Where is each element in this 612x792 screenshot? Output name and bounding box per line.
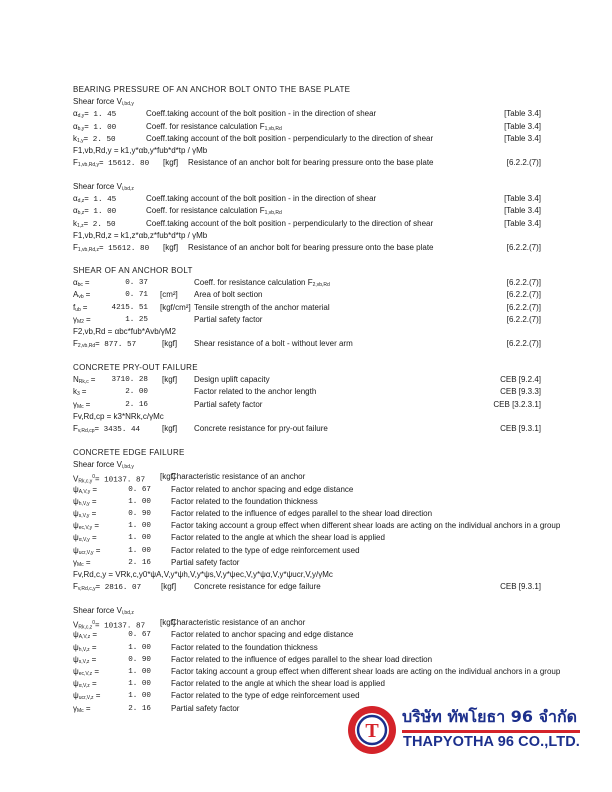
- alpha-d-z-row: $\alpha_{d,z}= 1$. 45 Coeff.taking account of the bolt position - in the direction of shear [Table 3.4]: [73, 194, 541, 205]
- edge-z-row: $\psi_{\alpha,V,z}$ = 1. 00 Factor related to the angle at which the shear load is applied: [73, 679, 385, 690]
- edge-title: CONCRETE EDGE FAILURE: [73, 448, 185, 457]
- edge-y-formula: Fv,Rd,c,y = VRk,c,y0*ψA,V,y*ψh,V,y*ψs,V,y*ψec,V,y*ψα,V,y*ψucr,V,y/γMc: [73, 569, 333, 579]
- edge-v-z-row: $V_{Rk,c,z}^0= 10137$. 87 [kgf] Characteristic resistance of an anchor: [73, 618, 306, 631]
- bearing-z-section: [73, 181, 612, 254]
- f1-y-result: $F_{1,vb,Rd,y}= 15612$. 80 [kgf] Resistance of an anchor bolt for bearing pressure onto the base plate [6.2.2.(7)]: [73, 158, 541, 169]
- edge-z-row: $\psi_{s,V,z}$ = 0. 90 Factor related to the influence of edges parallel to the shear load direction: [73, 654, 433, 665]
- f1-z-result: $F_{1,vb,Rd,z}= 15612$. 80 [kgf] Resistance of an anchor bolt for bearing pressure onto the base plate [6.2.2.(7)]: [73, 242, 541, 253]
- shear-row: $A_{vb}$ = 0. 71 [cm²] Area of bolt section [6.2.2.(7)]: [73, 290, 541, 301]
- edge-v-y-row: $V_{Rk,c,y}^0= 10137$. 87 [kgf] Characteristic resistance of an anchor: [73, 472, 306, 486]
- logo-divider: [402, 730, 580, 733]
- f1-z-formula: F1,vb,Rd,z = k1,z*αb,z*fub*d*tp / γMb: [73, 230, 208, 240]
- company-logo: [346, 703, 606, 759]
- alpha-d-y-row: $\alpha_{d,y}= 1$. 45 Coeff.taking account of the bolt position - in the direction of shear [Table 3.4]: [73, 109, 541, 120]
- alpha-b-z-row: $\alpha_{b,z}= 1$. 00 Coeff. for resistance calculation $F_{1,vb,Rd}$ [Table 3.4]: [73, 206, 541, 217]
- alpha-b-y-row: $\alpha_{b,y}= 1$. 00 Coeff. for resistance calculation $F_{1,vb,Rd}$ [Table 3.4]: [73, 121, 541, 132]
- bearing-section: [73, 84, 612, 169]
- shear-row: $f_{ub}$ = 4215. 51 [kgf/cm²] Tensile strength of the anchor material [6.2.2.(7)]: [73, 302, 541, 313]
- edge-shear-y-heading: Shear force $V_{i,bd,y}$: [73, 460, 134, 471]
- edge-z-row: $\psi_{h,V,z}$ = 1. 00 Factor related to the foundation thickness: [73, 642, 318, 653]
- company-name-english: THAPYOTHA 96 CO.,LTD.: [403, 734, 580, 750]
- shear-force-y-heading: Shear force $V_{i,bd,y}$: [73, 97, 134, 108]
- k1-z-row: $k_{1,z}= 2$. 50 Coeff.taking account of the bolt position - perpendicularly to the direction of shear [Table 3.4]: [73, 218, 541, 229]
- edge-shear-z-heading: Shear force $V_{i,bd,z}$: [73, 606, 134, 616]
- shear-row: $\gamma_{M2}$ = 1. 25 Partial safety factor [6.2.2.(7)]: [73, 314, 541, 325]
- shear-section: [73, 265, 612, 350]
- edge-y-row: $\psi_{h,V,y}$ = 1. 00 Factor related to the foundation thickness: [73, 496, 318, 507]
- edge-y-result: $F_{v,Rd,c,y}= 2816$. 07 [kgf] Concrete resistance for edge failure CEB [9.3.1]: [73, 582, 541, 593]
- edge-y-row: $\psi_{ec,V,y}$ = 1. 00 Factor taking account a group effect when different shear loads are acting on the individual anchors in a group: [73, 521, 561, 532]
- pryout-section: [73, 362, 612, 435]
- shear-title: SHEAR OF AN ANCHOR BOLT: [73, 266, 193, 275]
- edge-z-row: $\gamma_{Mc}$ = 2. 16 Partial safety factor: [73, 703, 240, 714]
- edge-z-row: $\psi_{A,V,z}$ = 0. 67 Factor related to anchor spacing and edge distance: [73, 630, 354, 641]
- f1-y-formula: F1,vb,Rd,y = k1,y*αb,y*fub*d*tp / γMb: [73, 145, 208, 155]
- pryout-result: $F_{v,Rd,cp}= 3435$. 44 [kgf] Concrete resistance for pry-out failure CEB [9.3.1]: [73, 423, 541, 434]
- shear-force-z-heading: Shear force $V_{i,bd,z}$: [73, 182, 134, 192]
- f2-result: $F_{2,vb,Rd}= 877$. 57 [kgf] Shear resistance of a bolt - without lever arm [6.2.2.(7)]: [73, 339, 541, 350]
- company-emblem-icon: [346, 703, 398, 755]
- pryout-formula: Fv,Rd,cp = k3*NRk,c/γMc: [73, 411, 164, 421]
- edge-section: [73, 447, 612, 593]
- edge-y-row: $\psi_{ucr,V,y}$ = 1. 00 Factor related to the type of edge reinforcement used: [73, 545, 360, 556]
- edge-z-row: $\psi_{ec,V,z}$ = 1. 00 Factor taking account a group effect when different shear loads are acting on the individual anchors in a group: [73, 666, 561, 677]
- k1-y-row: $k_{1,y}= 2$. 50 Coeff.taking account of the bolt position - perpendicularly to the direction of shear [Table 3.4]: [73, 133, 541, 144]
- edge-y-row: $\psi_{\alpha,V,y}$ = 1. 00 Factor related to the angle at which the shear load is applied: [73, 533, 385, 544]
- company-name-thai: บริษัท ทัพโยธา 96 จำกัด: [402, 707, 578, 726]
- pryout-row: $k_3$ = 2. 00 Factor related to the anchor length CEB [9.3.3]: [73, 387, 541, 398]
- shear-row: $\alpha_{bc}$ = 0. 37 Coeff. for resistance calculation $F_{2,vb,Rd}$ [6.2.2.(7)]: [73, 278, 541, 289]
- edge-z-row: $\psi_{ucr,V,z}$ = 1. 00 Factor related to the type of edge reinforcement used: [73, 691, 360, 702]
- edge-y-row: $\psi_{A,V,y}$ = 0. 67 Factor related to anchor spacing and edge distance: [73, 484, 354, 495]
- bearing-title: BEARING PRESSURE OF AN ANCHOR BOLT ONTO THE BASE PLATE: [73, 85, 351, 94]
- edge-y-row: $\gamma_{Mc}$ = 2. 16 Partial safety factor: [73, 557, 240, 568]
- edge-z-section: [73, 605, 612, 715]
- svg-text:T: T: [365, 720, 379, 742]
- pryout-title: CONCRETE PRY-OUT FAILURE: [73, 363, 198, 372]
- pryout-row: $\gamma_{Mc}$ = 2. 16 Partial safety factor CEB [3.2.3.1]: [73, 399, 541, 410]
- pryout-row: $N_{Rk,c}$ = 3710. 28 [kgf] Design uplift capacity CEB [9.2.4]: [73, 375, 541, 386]
- edge-y-row: $\psi_{s,V,y}$ = 0. 90 Factor related to the influence of edges parallel to the shear load direction: [73, 508, 433, 519]
- f2-formula: F2,vb,Rd = αbc*fub*Avb/γM2: [73, 326, 176, 336]
